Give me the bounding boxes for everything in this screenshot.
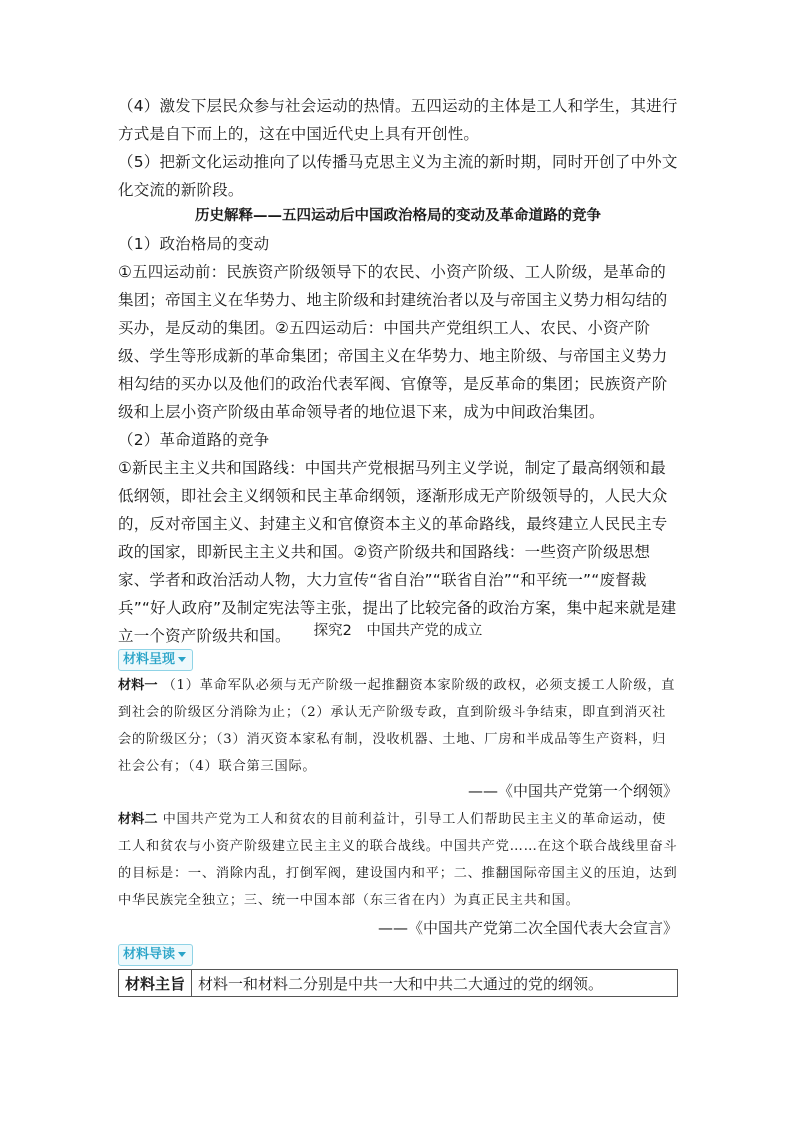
guide-key-cell: 材料主旨: [119, 970, 192, 997]
material-guide-tag: 材料导读: [118, 944, 193, 966]
section-continuation: [118, 92, 678, 204]
paragraph-5: （5）把新文化运动推向了以传播马克思主义为主流的新时期，同时开创了中外文化交流的新阶段。: [118, 153, 678, 199]
material-guide-table: [118, 969, 678, 997]
paragraph-4: （4）激发下层民众参与社会运动的热情。五四运动的主体是工人和学生，其进行方式是自下而上的，这在中国近代史上具有开创性。: [118, 97, 678, 143]
material-present-tag: 材料呈现: [118, 649, 193, 671]
paragraph-political: ①五四运动前：民族资产阶级领导下的农民、小资产阶级、工人阶级，是革命的集团；帝国主义在华势力、地主阶级和封建统治者以及与帝国主义势力相勾结的买办，是反动的集团。②五四运动后：中国共产党组织工人、农民、小资产阶级、学生等形成新的革命集团；帝国主义在华势力、地主阶级、与帝国主义势力相勾结的买办以及他们的政治代表军阀、官僚等，是反革命的集团；民族资产阶级和上层小资产阶级由革命领导者的地位退下来，成为中间政治集团。: [118, 263, 668, 421]
material-one-label: 材料一: [118, 678, 158, 693]
material-one-source: ——《中国共产党第一个纲领》: [467, 782, 678, 800]
material-two-text: 中国共产党为工人和贫农的目前利益计，引导工人们帮助民主主义的革命运动，使工人和贫农与小资产阶级建立民主主义的联合战线。中国共产党……在这个联合战线里奋斗的目标是：一、消除内乱，打倒军阀，建设国内和平；二、推翻国际帝国主义的压迫，达到中华民族完全独立；三、统一中国本部（东三省在内）为真正民主共和国。: [118, 812, 678, 908]
material-two-source: ——《中国共产党第二次全国代表大会宣言》: [377, 919, 678, 937]
table-row: [119, 970, 678, 997]
inquiry-title: 探究2 中国共产党的成立: [313, 623, 483, 639]
material-one: [118, 672, 678, 780]
subheading-revolution: （2）革命道路的竞争: [118, 431, 270, 449]
history-body: [118, 230, 678, 650]
material-one-text: （1）革命军队必须与无产阶级一起推翻资本家阶级的政权，必须支援工人阶级，直到社会的阶级区分消除为止；（2）承认无产阶级专政，直到阶级斗争结束，即直到消灭社会的阶级区分；（3）消灭资本家私有制，没收机器、土地、厂房和半成品等生产资料，归社会公有；（4）联合第三国际。: [118, 678, 676, 774]
history-title: 历史解释——五四运动后中国政治格局的变动及革命道路的竞争: [195, 208, 601, 224]
paragraph-revolution: ①新民主主义共和国路线：中国共产党根据马列主义学说，制定了最高纲领和最低纲领，即社会主义纲领和民主革命纲领，逐渐形成无产阶级领导的，人民大众的，反对帝国主义、封建主义和官僚资本主义的革命路线，最终建立人民民主专政的国家，即新民主主义共和国。②资产阶级共和国路线：一些资产阶级思想家、学者和政治活动人物，大力宣传“省自治”“联省自治”“和平统一”“废督裁兵”“好人政府”及制定宪法等主张，提出了比较完备的政治方案，集中起来就是建立一个资产阶级共和国。: [118, 459, 677, 645]
guide-value-cell: 材料一和材料二分别是中共一大和中共二大通过的党的纲领。: [192, 970, 678, 997]
material-two: [118, 806, 678, 914]
material-two-label: 材料二: [118, 812, 158, 827]
subheading-political: （1）政治格局的变动: [118, 235, 270, 253]
